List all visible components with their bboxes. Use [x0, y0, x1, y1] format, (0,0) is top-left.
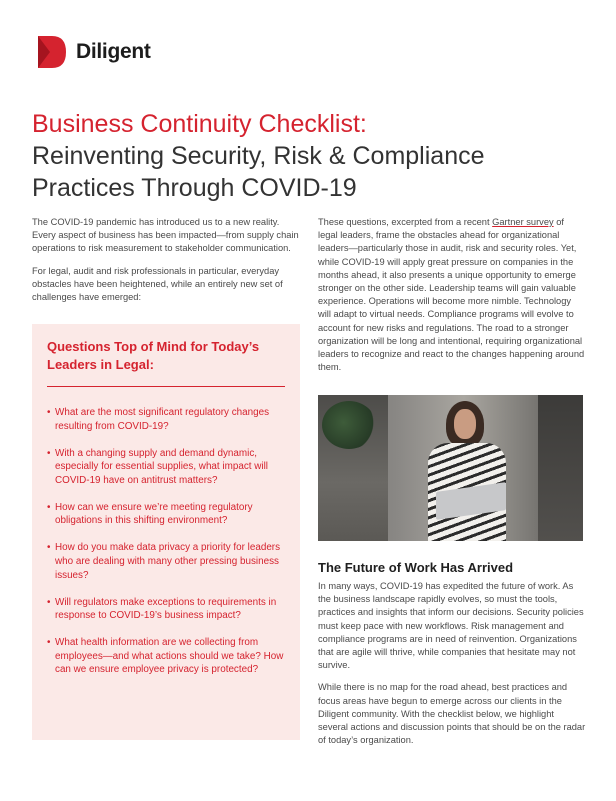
photo-face: [454, 409, 476, 439]
question-item: • What health information are we collecting from employees—and what actions should we take? How can we ensure employee privacy is protected?: [47, 636, 292, 677]
diligent-logo: [32, 34, 151, 70]
page-title: [32, 108, 592, 204]
question-item: • How do you make data privacy a priority for leaders who are dealing with many other pressing business issues?: [47, 541, 292, 582]
photo-window: [538, 395, 583, 541]
brand-name: Diligent: [76, 40, 151, 63]
intro-paragraph-2: For legal, audit and risk professionals in particular, everyday obstacles have been heightened, while an entirely new set of challenges have emerged:: [32, 265, 283, 303]
intro-column: [32, 216, 300, 313]
questions-list: [47, 406, 292, 690]
context-text-pre: These questions, excerpted from a recent: [318, 217, 493, 227]
future-paragraph-1: In many ways, COVID-19 has expedited the future of work. As the business landscape rapidly evolves, so must the tools, practices and insights that inform our decisions. Security policies must keep pace with new workflows. Risk management and compliance programs are in need of reinvention. Organizations that are agile will thrive, while companies that hesitate may not survive.: [318, 581, 584, 671]
woman-on-phone-photo: [318, 395, 583, 541]
question-item: • How can we ensure we’re meeting regulatory obligations in this shifting environment?: [47, 501, 292, 528]
future-of-work-heading: The Future of Work Has Arrived: [318, 560, 514, 575]
future-paragraph-2: While there is no map for the road ahead, best practices and focus areas have begun to emerge across our clients in the Diligent community. With the checklist below, we highlight several actions and discussion points that should be on the radar of today’s organization.: [318, 682, 586, 746]
intro-paragraph-1: The COVID-19 pandemic has introduced us to a new reality. Every aspect of business has been impacted—from supply chain operations to risk measurement to stakeholder communication.: [32, 217, 299, 254]
question-item: • With a changing supply and demand dynamic, especially for essential supplies, what impact will COVID-19 have on antitrust matters?: [47, 447, 292, 488]
question-item: • Will regulators make exceptions to requirements in response to COVID-19’s business impact?: [47, 596, 292, 623]
title-line-1: Business Continuity Checklist:: [32, 110, 367, 138]
photo-plant: [322, 401, 376, 449]
gartner-survey-link[interactable]: Gartner survey: [492, 217, 554, 227]
context-paragraph: [318, 216, 586, 374]
future-of-work-body: [318, 580, 586, 756]
context-text-post: of legal leaders, frame the obstacles ahead for organizational leaders—particularly those in audit, risk and security roles. Yet, while COVID-19 will apply great pressure on companies in the months ahead, it also presents a unique opportunity to emerge stronger on the other side. Leadership teams will gain valuable experience. Operations will become more nimble. Technology will adapt to virtual needs. Compliance programs will evolve to account for new risks and regulations. The road to a stronger organization will be long and intentional, requiring organizational leaders to recognize and react to the changes happening around them.: [318, 217, 585, 373]
title-line-2: Reinventing Security, Risk & Compliance Practices Through COVID-19: [32, 142, 485, 202]
questions-callout: [32, 324, 300, 740]
diligent-logo-icon: [32, 34, 68, 70]
callout-title: Questions Top of Mind for Today’s Leaders in Legal:: [47, 339, 260, 372]
callout-divider: [47, 386, 285, 387]
context-column: [318, 216, 586, 374]
question-item: • What are the most significant regulatory changes resulting from COVID-19?: [47, 406, 292, 433]
